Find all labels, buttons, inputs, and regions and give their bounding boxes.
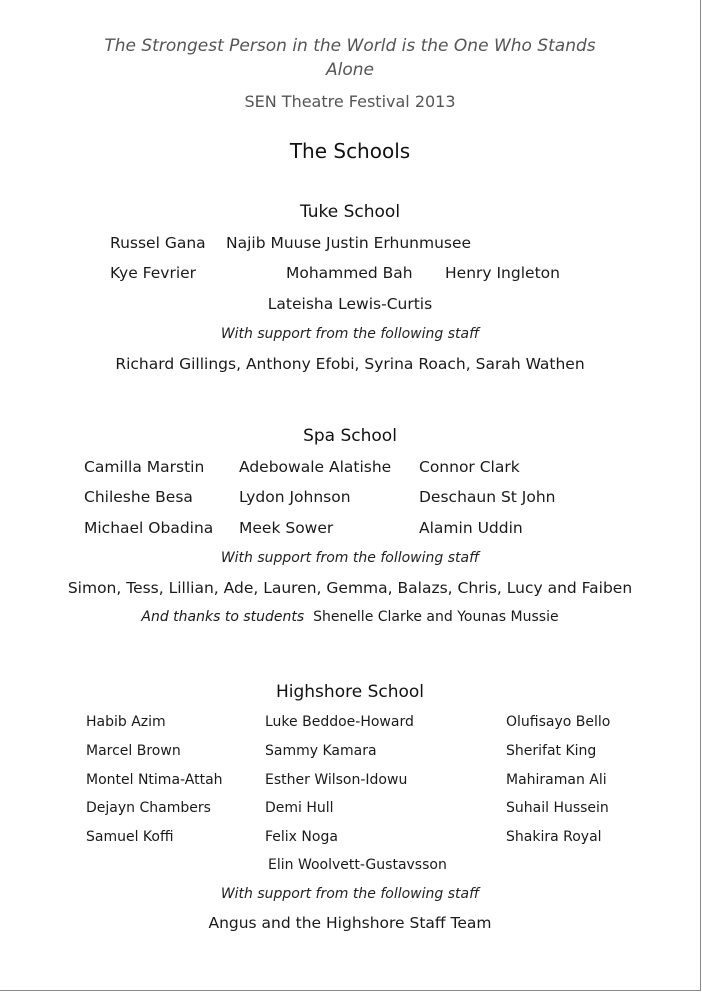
- spa-student: Adebowale Alatishe: [239, 458, 392, 476]
- highshore-student: Dejayn Chambers: [86, 800, 211, 816]
- highshore-student: Marcel Brown: [86, 743, 181, 759]
- spa-student: Deschaun St John: [419, 488, 556, 506]
- highshore-student: Suhail Hussein: [506, 800, 609, 816]
- spa-thanks-line: [0, 609, 700, 625]
- highshore-student: Samuel Koffi: [86, 829, 174, 845]
- highshore-student: Shakira Royal: [506, 829, 602, 845]
- highshore-student: Felix Noga: [265, 829, 338, 845]
- highshore-school-heading: Highshore School: [275, 682, 425, 702]
- spa-student: Alamin Uddin: [419, 519, 523, 537]
- spa-student: Lydon Johnson: [239, 488, 351, 506]
- tuke-school-heading: Tuke School: [299, 202, 401, 222]
- spa-support-label: With support from the following staff: [220, 550, 480, 566]
- tuke-student: Mohammed Bah: [286, 264, 413, 282]
- festival-name: SEN Theatre Festival 2013: [244, 92, 456, 111]
- tuke-student: Henry Ingleton: [445, 264, 560, 282]
- spa-student: Chileshe Besa: [84, 488, 193, 506]
- play-title-line-1: The Strongest Person in the World is the One Who Stands: [104, 36, 596, 56]
- highshore-student: Elin Woolvett-Gustavsson: [268, 857, 447, 873]
- highshore-student: Montel Ntima-Attah: [86, 772, 223, 788]
- tuke-support-label: With support from the following staff: [220, 326, 480, 342]
- tuke-student: Najib Muuse Justin Erhunmusee: [226, 234, 472, 252]
- spa-student: Michael Obadina: [84, 519, 214, 537]
- highshore-student: Habib Azim: [86, 714, 166, 730]
- highshore-support-label: With support from the following staff: [220, 886, 480, 902]
- highshore-student: Mahiraman Ali: [506, 772, 607, 788]
- tuke-student: Kye Fevrier: [110, 264, 197, 282]
- spa-student: Connor Clark: [419, 458, 520, 476]
- play-title-line-2: Alone: [326, 60, 374, 80]
- spa-thanks-names: Shenelle Clarke and Younas Mussie: [313, 609, 559, 625]
- highshore-student: Demi Hull: [265, 800, 334, 816]
- highshore-student: Esther Wilson-Idowu: [265, 772, 408, 788]
- spa-student: Meek Sower: [239, 519, 334, 537]
- highshore-student: Sherifat King: [506, 743, 597, 759]
- tuke-student: Lateisha Lewis-Curtis: [267, 295, 433, 313]
- highshore-student: Sammy Kamara: [265, 743, 377, 759]
- highshore-student: Luke Beddoe-Howard: [265, 714, 414, 730]
- highshore-student: Olufisayo Bello: [506, 714, 611, 730]
- spa-student: Camilla Marstin: [84, 458, 205, 476]
- spa-school-heading: Spa School: [303, 426, 397, 446]
- spa-thanks-label: And thanks to students: [141, 609, 305, 625]
- spa-staff: Simon, Tess, Lillian, Ade, Lauren, Gemma, Balazs, Chris, Lucy and Faiben: [67, 579, 633, 597]
- tuke-student: Russel Gana: [110, 234, 206, 252]
- tuke-staff: Richard Gillings, Anthony Efobi, Syrina Roach, Sarah Wathen: [115, 355, 585, 373]
- highshore-staff: Angus and the Highshore Staff Team: [208, 914, 492, 932]
- section-title: The Schools: [289, 139, 411, 163]
